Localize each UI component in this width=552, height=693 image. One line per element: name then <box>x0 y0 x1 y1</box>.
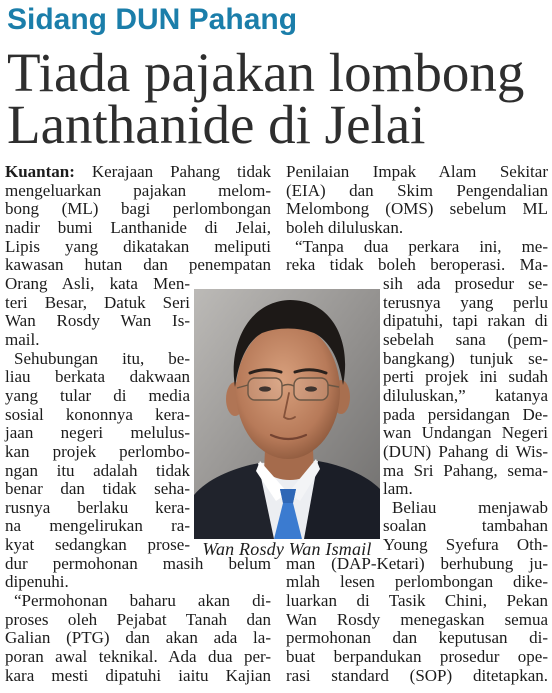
article-text-line: Melombong (OMS) sebelum ML <box>286 199 548 219</box>
article-text-line: kara mesti dipatuhi iaitu Kajian <box>5 665 271 685</box>
article-text-line: Beliau menjawab <box>392 497 548 517</box>
article-text-line: luarkan di Tasik Chini, Pekan <box>286 591 548 611</box>
article-text-line: sebelah sana (pem- <box>383 329 548 349</box>
article-text-line <box>5 163 271 182</box>
article-text-line: mengeluarkan pajakan melom- <box>5 180 271 200</box>
article-text-line: ngan itu adalah tidak <box>5 460 190 480</box>
headline <box>7 42 525 155</box>
article-text-line: liau berkata dakwaan <box>5 367 190 387</box>
article-text-line: benar dan tidak seha- <box>5 479 190 499</box>
article-text-line: dipenuhi. <box>5 572 69 592</box>
article-text-line: “Permohonan baharu akan di- <box>14 591 271 611</box>
article-text-line: kan projek perlombo- <box>5 441 190 461</box>
photo-caption: Wan Rosdy Wan Ismail <box>202 539 372 559</box>
article-text-line: Lipis yang dikatakan meliputi <box>5 236 271 256</box>
article-text-line: wan Undangan Negeri <box>383 423 548 443</box>
article-text-line: yang tular di media <box>5 385 190 405</box>
article-text-line: proses oleh Pejabat Tanah dan <box>5 609 271 629</box>
article-text-line: lam. <box>383 479 413 499</box>
article-text-line: “Tanpa dua perkara ini, me- <box>295 236 548 256</box>
section-kicker: Sidang DUN Pahang <box>7 3 298 36</box>
article-text-line: permohonan dan keputusan di- <box>286 628 548 648</box>
article-text-line: bangkang) tunjuk se- <box>383 348 548 368</box>
article-text-line: na mengelirukan ra- <box>5 516 190 536</box>
article-text-line: soalan tambahan <box>383 516 548 536</box>
article-text-line: sih ada prosedur se- <box>383 273 548 293</box>
article-text-line: mlah lesen perlombongan dike- <box>286 572 548 592</box>
article-text-line: reka tidak boleh beroperasi. Ma- <box>286 255 548 275</box>
headline-line-2: Lanthanide di Jelai <box>7 94 426 155</box>
article-text-line: boleh diluluskan. <box>286 217 404 237</box>
article-text-line: Wan Rosdy menegaskan semua <box>286 609 548 629</box>
article-text-line: poran awal teknikal. Ada dua per- <box>5 647 271 667</box>
article-text-line: pada persidangan De- <box>383 404 548 424</box>
dateline: Kuantan: <box>5 162 75 181</box>
article-text-line: rusnya berlaku kera- <box>5 497 190 517</box>
article-text-line: ma Sri Pahang, sema- <box>383 460 548 480</box>
article-text-line: sosial kononnya kera- <box>5 404 190 424</box>
article-text-line: bong (ML) bagi perlombongan <box>5 199 271 219</box>
article-text-line: perti projek ini sudah <box>383 367 548 387</box>
article-text-line: (DUN) Pahang di Wis- <box>383 441 548 461</box>
article-text-line: Young Syefura Oth- <box>383 535 548 555</box>
article-text-line: teri Besar, Datuk Seri <box>5 292 190 312</box>
portrait-photo <box>194 289 380 539</box>
article-text-line: nadir bumi Lanthanide di Jelai, <box>5 217 271 237</box>
article-text-line: kawasan hutan dan penempatan <box>5 255 271 275</box>
article-text-line: diluluskan,” katanya <box>383 385 548 405</box>
article-text-line: (EIA) dan Skim Pengendalian <box>286 180 548 200</box>
article-text: Kerajaan Pahang tidak <box>91 162 271 181</box>
article-text-line: dipatuhi, tapi rakan di <box>383 311 548 331</box>
article-text-line: kyat sedangkan prose- <box>5 535 190 555</box>
article-text-line: rasi standard (SOP) ditetapkan. <box>286 665 548 685</box>
headline-line-1: Tiada pajakan lombong <box>7 42 525 103</box>
article-text-line: mail. <box>5 329 40 349</box>
article-text-line: Orang Asli, kata Men- <box>5 273 190 293</box>
article-text-line: jaan negeri melulus- <box>5 423 190 443</box>
article-text-line: terusnya yang perlu <box>383 292 548 312</box>
article-text-line: man (DAP-Ketari) berhubung ju- <box>286 553 548 573</box>
article-text-line: Sehubungan itu, be- <box>14 348 190 368</box>
article-text-line: dur permohonan masih belum <box>5 553 271 573</box>
article-text-line: buat berpandukan prosedur ope- <box>286 647 548 667</box>
portrait-illustration <box>194 289 380 539</box>
article-text-line: Wan Rosdy Wan Is- <box>5 311 190 331</box>
article-text-line: Penilaian Impak Alam Sekitar <box>286 162 548 181</box>
article-text-line: Galian (PTG) dan akan ada la- <box>5 628 271 648</box>
